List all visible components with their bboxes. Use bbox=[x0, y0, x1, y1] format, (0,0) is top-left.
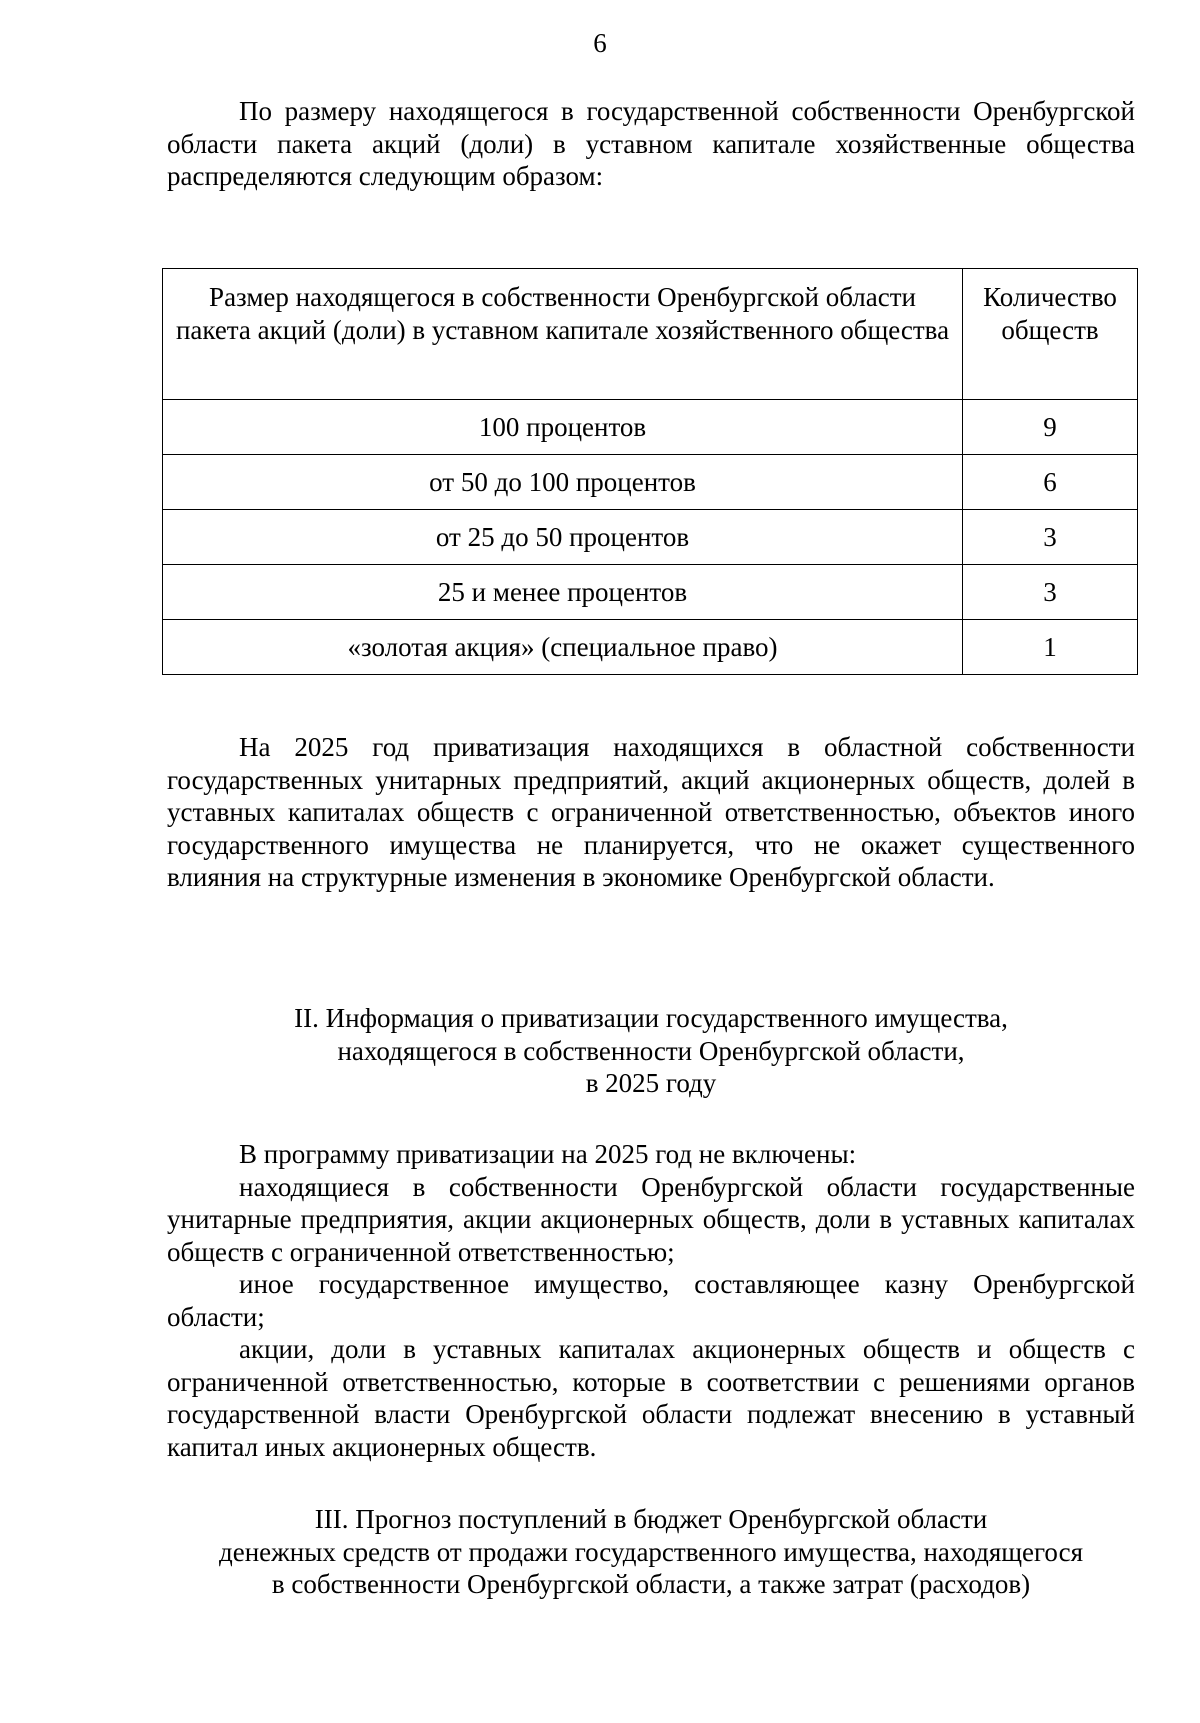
list-item: акции, доли в уставных капиталах акционерных обществ и обществ с ограниченной ответственностью, которые в соответствии с решениями органов государственной власти Оренбургской области подлежат внесению в уставный капитал иных акционерных обществ. bbox=[167, 1334, 1135, 1462]
privatization-2025-paragraph: На 2025 год приватизация находящихся в областной собственности государственных унитарных предприятий, акций акционерных обществ, долей в уставных капиталах обществ с ограниченной ответственностью, объектов иного государственного имущества не планируется, что не окажет существенного влияния на структурные изменения в экономике Оренбургской области. bbox=[167, 732, 1135, 892]
table-row bbox=[163, 565, 1138, 620]
page-number: 6 bbox=[593, 28, 607, 58]
table-row bbox=[163, 455, 1138, 510]
table-row bbox=[163, 620, 1138, 675]
table-row bbox=[163, 400, 1138, 455]
row-count: 3 bbox=[963, 510, 1138, 565]
row-count: 9 bbox=[963, 400, 1138, 455]
header-stake-size: Размер находящегося в собственности Оренбургской области пакета акций (доли) в уставном капитале хозяйственного общества bbox=[163, 269, 963, 400]
section-2-lead: В программу приватизации на 2025 год не включены: bbox=[239, 1139, 857, 1169]
row-label: 100 процентов bbox=[163, 400, 963, 455]
section-3-heading-line: III. Прогноз поступлений в бюджет Оренбургской области bbox=[314, 1504, 988, 1534]
section-3-heading bbox=[167, 1503, 1135, 1601]
list-item: находящиеся в собственности Оренбургской области государственные унитарные предприятия, акции акционерных обществ, доли в уставных капиталах обществ с ограниченной ответственностью; bbox=[167, 1171, 1135, 1267]
header-company-count: Количество обществ bbox=[963, 269, 1138, 400]
row-count: 1 bbox=[963, 620, 1138, 675]
section-2-body bbox=[167, 1138, 1135, 1463]
intro-paragraph: По размеру находящегося в государственной собственности Оренбургской области пакета акций (доли) в уставном капитале хозяйственные общества распределяются следующим образом: bbox=[167, 96, 1135, 191]
section-3-heading-line: в собственности Оренбургской области, а также затрат (расходов) bbox=[271, 1569, 1031, 1599]
row-count: 6 bbox=[963, 455, 1138, 510]
table-header-row bbox=[163, 269, 1138, 400]
shareholding-distribution-table bbox=[162, 268, 1138, 675]
section-2-heading-line: в 2025 году bbox=[585, 1068, 717, 1098]
table-row bbox=[163, 510, 1138, 565]
section-2-heading-line: II. Информация о приватизации государственного имущества, bbox=[294, 1003, 1008, 1033]
list-item: иное государственное имущество, составляющее казну Оренбургской области; bbox=[167, 1269, 1135, 1332]
section-2-heading bbox=[167, 1002, 1135, 1100]
row-label: от 25 до 50 процентов bbox=[163, 510, 963, 565]
section-2-heading-line: находящегося в собственности Оренбургской области, bbox=[337, 1035, 965, 1066]
row-label: от 50 до 100 процентов bbox=[163, 455, 963, 510]
row-label: «золотая акция» (специальное право) bbox=[163, 620, 963, 675]
row-count: 3 bbox=[963, 565, 1138, 620]
row-label: 25 и менее процентов bbox=[163, 565, 963, 620]
section-3-heading-line: денежных средств от продажи государственного имущества, находящегося bbox=[218, 1536, 1084, 1567]
